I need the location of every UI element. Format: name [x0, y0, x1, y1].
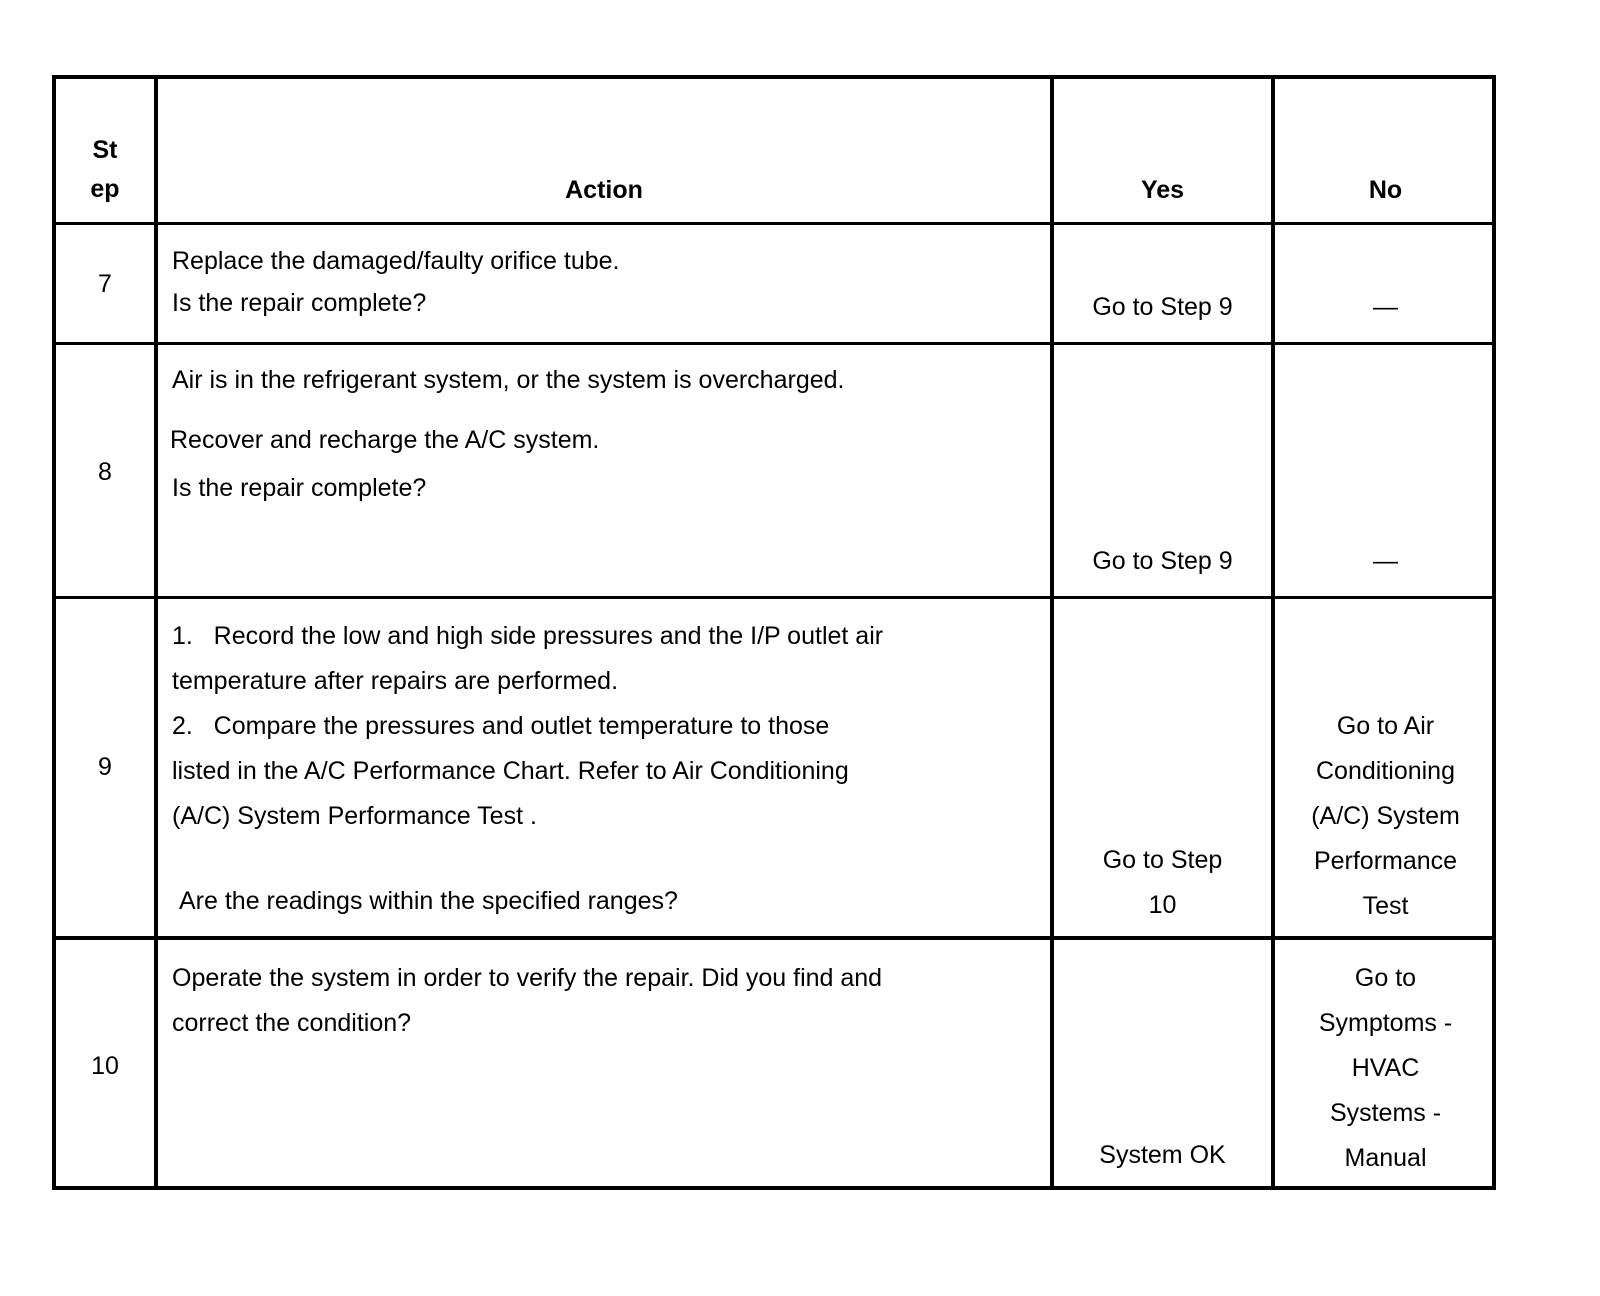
header-no-label: No	[1368, 176, 1403, 204]
header-step	[56, 128, 154, 211]
yes-text: Go to Step 9	[1092, 293, 1233, 321]
action-line: Is the repair complete?	[172, 289, 427, 317]
no-text: Conditioning	[1316, 757, 1455, 785]
action-line: Are the readings within the specified ranges?	[179, 887, 678, 915]
action-line: (A/C) System Performance Test .	[172, 802, 537, 830]
action-line: Recover and recharge the A/C system.	[170, 426, 600, 454]
column-divider-action	[1050, 75, 1054, 1190]
step-number	[56, 1044, 154, 1088]
action-line: Is the repair complete?	[172, 474, 427, 502]
action-cell	[172, 614, 1042, 924]
step-number	[56, 745, 154, 789]
no-text: —	[1373, 293, 1398, 321]
no-text: Test	[1362, 892, 1409, 920]
no-cell	[1275, 704, 1496, 929]
no-text: Symptoms -	[1318, 1009, 1453, 1037]
no-cell	[1275, 539, 1496, 583]
header-no	[1275, 168, 1496, 212]
step-number	[56, 262, 154, 306]
yes-text: System OK	[1099, 1141, 1226, 1169]
no-text: Go to	[1354, 964, 1417, 992]
header-step-line2: ep	[90, 175, 120, 203]
action-line: 1. Record the low and high side pressures and the I/P outlet air	[172, 622, 884, 650]
header-yes	[1054, 168, 1271, 212]
action-line: temperature after repairs are performed.	[172, 667, 619, 695]
header-action-label: Action	[565, 176, 643, 204]
row-divider-8	[52, 596, 1496, 599]
action-line: Air is in the refrigerant system, or the system is overcharged.	[172, 366, 845, 394]
action-line: correct the condition?	[172, 1009, 412, 1037]
no-text: —	[1373, 547, 1398, 575]
action-cell	[172, 358, 1042, 510]
yes-cell	[1054, 1133, 1271, 1177]
no-text: Go to Air	[1336, 712, 1435, 740]
action-line: Replace the damaged/faulty orifice tube.	[172, 247, 620, 275]
action-line: Operate the system in order to verify the repair. Did you find and	[172, 964, 883, 992]
row-divider-header	[52, 222, 1496, 225]
yes-text: Go to Step	[1102, 846, 1223, 874]
yes-cell	[1054, 539, 1271, 583]
no-text: Systems -	[1329, 1099, 1442, 1127]
step-10-label: 10	[91, 1052, 119, 1080]
no-text: Performance	[1313, 847, 1458, 875]
no-text: (A/C) System	[1311, 802, 1460, 830]
row-divider-7	[52, 342, 1496, 345]
action-line: listed in the A/C Performance Chart. Refer to Air Conditioning	[172, 757, 849, 785]
no-cell	[1275, 285, 1496, 329]
no-text: HVAC	[1351, 1054, 1420, 1082]
action-line: 2. Compare the pressures and outlet temperature to those	[172, 712, 830, 740]
yes-text: Go to Step 9	[1092, 547, 1233, 575]
header-action	[158, 168, 1050, 212]
step-number	[56, 450, 154, 494]
step-9-label: 9	[98, 753, 112, 781]
yes-cell	[1054, 838, 1271, 928]
column-divider-step	[154, 75, 158, 1190]
step-7-label: 7	[98, 270, 112, 298]
yes-text: 10	[1148, 891, 1177, 919]
row-divider-9	[52, 936, 1496, 940]
step-8-label: 8	[98, 458, 112, 486]
no-text: Manual	[1344, 1144, 1427, 1172]
action-cell	[172, 240, 1042, 324]
header-yes-label: Yes	[1140, 176, 1185, 204]
header-step-line1: St	[92, 136, 118, 164]
yes-cell	[1054, 285, 1271, 329]
no-cell	[1275, 956, 1496, 1181]
action-cell	[172, 956, 1042, 1046]
